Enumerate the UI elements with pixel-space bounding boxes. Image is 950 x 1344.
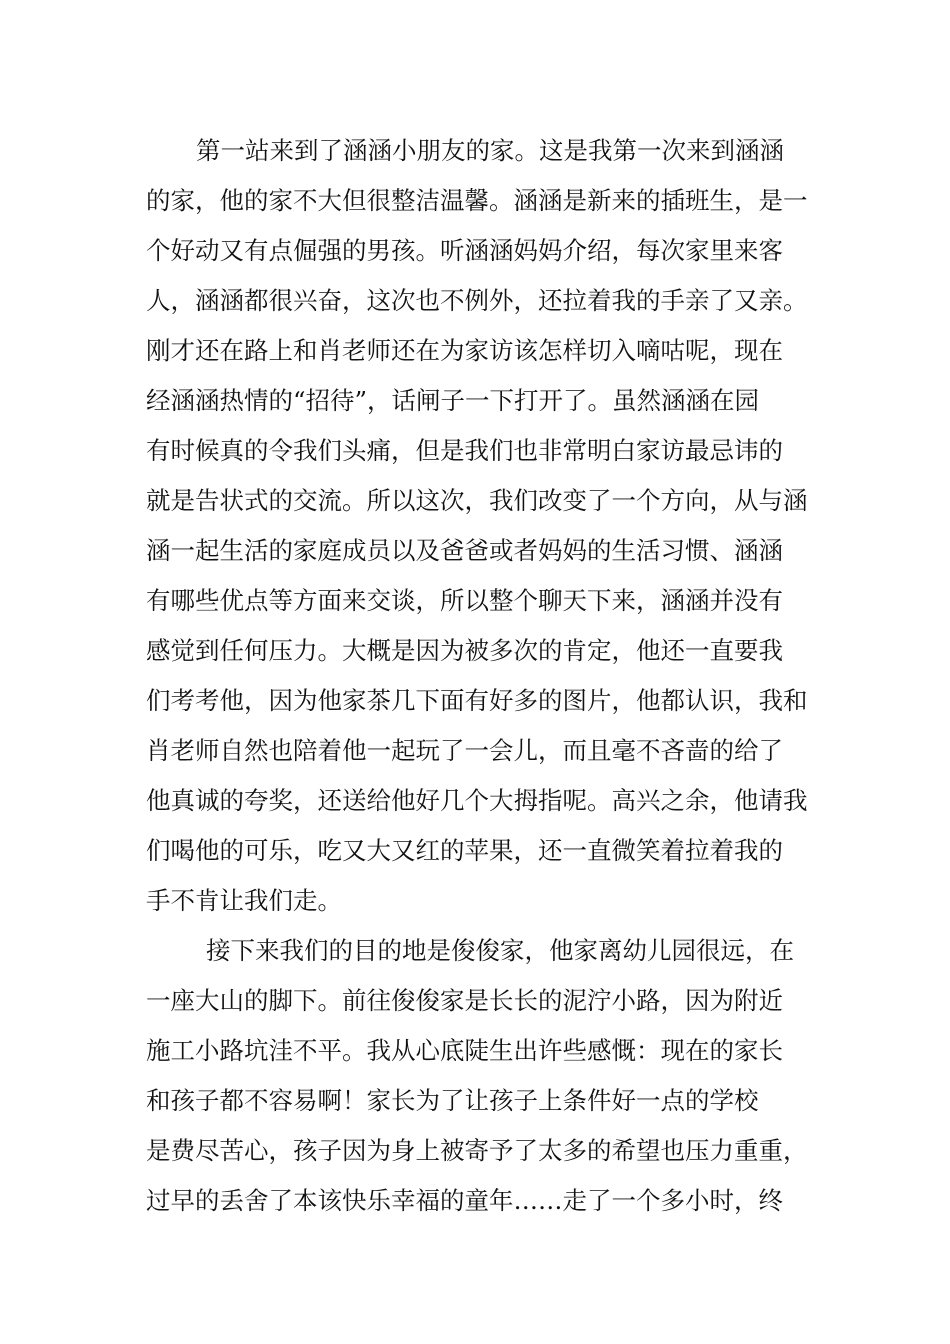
paragraph-1-line-6: 经涵涵热情的“招待”，话闸子一下打开了。虽然涵涵在园	[146, 386, 760, 415]
paragraph-2-line-3: 施工小路坑洼不平。我从心底陡生出许些感慨：现在的家长	[146, 1036, 783, 1065]
paragraph-1-line-2: 的家，他的家不大但很整洁温馨。涵涵是新来的插班生，是一	[146, 186, 808, 215]
paragraph-1-line-7: 有时候真的令我们头痛，但是我们也非常明白家访最忌讳的	[146, 436, 783, 465]
paragraph-1-line-12: 们考考他，因为他家茶几下面有好多的图片，他都认识，我和	[146, 686, 808, 715]
paragraph-1-line-10: 有哪些优点等方面来交谈，所以整个聊天下来，涵涵并没有	[146, 586, 783, 615]
paragraph-2-line-2: 一座大山的脚下。前往俊俊家是长长的泥泞小路，因为附近	[146, 986, 783, 1015]
paragraph-1-line-16: 手不肯让我们走。	[146, 886, 342, 915]
paragraph-1-line-13: 肖老师自然也陪着他一起玩了一会儿，而且毫不吝啬的给了	[146, 736, 783, 765]
paragraph-1-line-15: 们喝他的可乐，吃又大又红的苹果，还一直微笑着拉着我的	[146, 836, 783, 865]
paragraph-2-line-5: 是费尽苦心，孩子因为身上被寄予了太多的希望也压力重重，	[146, 1136, 808, 1165]
paragraph-1-line-11: 感觉到任何压力。大概是因为被多次的肯定，他还一直要我	[146, 636, 783, 665]
paragraph-1-line-9: 涵一起生活的家庭成员以及爸爸或者妈妈的生活习惯、涵涵	[146, 536, 783, 565]
paragraph-2-line-1: 接下来我们的目的地是俊俊家，他家离幼儿园很远，在	[206, 936, 794, 965]
paragraph-1-line-4: 人，涵涵都很兴奋，这次也不例外，还拉着我的手亲了又亲。	[146, 286, 808, 315]
paragraph-1-line-8: 就是告状式的交流。所以这次，我们改变了一个方向，从与涵	[146, 486, 808, 515]
paragraph-2-line-4: 和孩子都不容易啊！家长为了让孩子上条件好一点的学校	[146, 1086, 759, 1115]
paragraph-1-line-5: 刚才还在路上和肖老师还在为家访该怎样切入嘀咕呢，现在	[146, 336, 783, 365]
paragraph-1-line-3: 个好动又有点倔强的男孩。听涵涵妈妈介绍，每次家里来客	[146, 236, 783, 265]
paragraph-1-line-1: 第一站来到了涵涵小朋友的家。这是我第一次来到涵涵	[196, 136, 784, 165]
paragraph-2-line-6: 过早的丢舍了本该快乐幸福的童年……走了一个多小时，终	[146, 1186, 783, 1215]
paragraph-1-line-14: 他真诚的夸奖，还送给他好几个大拇指呢。高兴之余，他请我	[146, 786, 808, 815]
